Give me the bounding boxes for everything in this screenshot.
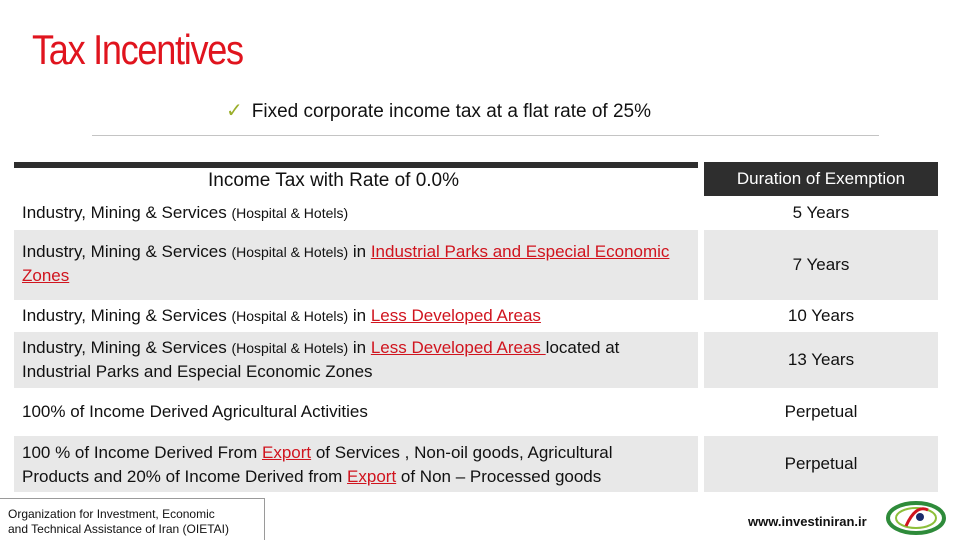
header-right-cell	[698, 162, 938, 196]
row-description	[14, 196, 698, 230]
divider	[92, 135, 879, 136]
row-text: located at	[545, 338, 620, 357]
table-row	[14, 230, 938, 300]
row-text: Industry, Mining & Services	[22, 203, 232, 222]
row-description	[14, 230, 698, 300]
duration-value: Perpetual	[784, 402, 858, 421]
oietai-logo-icon	[884, 498, 948, 538]
header-right-label: Duration of Exemption	[736, 169, 906, 188]
footer	[0, 494, 960, 540]
row-text: of Services , Non-oil goods, Agricultural	[311, 443, 613, 462]
checkmark-icon: ✓	[226, 100, 243, 122]
row-duration	[698, 196, 938, 230]
website-url: www.investiniran.ir	[748, 514, 867, 529]
highlight-link: Industrial Parks and Especial Economic Zones	[22, 242, 670, 285]
row-duration	[698, 300, 938, 332]
table-row	[14, 196, 938, 230]
highlight-link: Export	[347, 467, 397, 486]
row-text: Industry, Mining & Services	[22, 338, 232, 357]
row-text: 100 % of Income Derived From	[22, 443, 262, 462]
row-text-small: (Hospital & Hotels)	[231, 244, 349, 260]
row-duration	[698, 332, 938, 388]
highlight-link: Export	[261, 443, 312, 462]
bullet-text: Fixed corporate income tax at a flat rate of 25%	[251, 101, 651, 122]
row-text-small: (Hospital & Hotels)	[231, 205, 349, 221]
duration-value: 13 Years	[787, 350, 855, 369]
header-left-cell	[14, 162, 698, 196]
row-description	[14, 300, 698, 332]
row-description	[14, 436, 698, 492]
organization-box	[0, 498, 265, 540]
row-text-line2: Industrial Parks and Especial Economic Zones	[22, 362, 373, 381]
row-duration	[698, 388, 938, 436]
duration-value: 7 Years	[792, 255, 850, 274]
row-description	[14, 332, 698, 388]
highlight-link: Less Developed Areas	[370, 306, 541, 325]
row-text: in	[348, 306, 371, 325]
row-text: 100% of Income Derived Agricultural Activities	[22, 402, 368, 421]
table-row	[14, 436, 938, 492]
highlight-link: Less Developed Areas	[370, 338, 546, 357]
row-duration	[698, 436, 938, 492]
row-description	[14, 388, 698, 436]
organization-line-2: and Technical Assistance of Iran (OIETAI)	[8, 522, 229, 536]
row-duration	[698, 230, 938, 300]
table-row	[14, 300, 938, 332]
row-text: Products and 20% of Income Derived from	[22, 467, 348, 486]
row-text-small: (Hospital & Hotels)	[231, 340, 349, 356]
duration-value: 10 Years	[787, 306, 855, 325]
duration-value: 5 Years	[792, 203, 850, 222]
table-row	[14, 388, 938, 436]
bullet-point	[226, 98, 651, 123]
row-text: of Non – Processed goods	[396, 467, 602, 486]
table-row	[14, 332, 938, 388]
row-text: in	[348, 242, 371, 261]
row-text: Industry, Mining & Services	[22, 306, 232, 325]
row-text-small: (Hospital & Hotels)	[231, 308, 349, 324]
row-text: in	[348, 338, 371, 357]
organization-line-1: Organization for Investment, Economic	[8, 507, 215, 521]
duration-value: Perpetual	[784, 454, 858, 473]
row-text: Industry, Mining & Services	[22, 242, 232, 261]
table-header	[14, 162, 938, 196]
page-title: Tax Incentives	[32, 26, 243, 73]
header-left-label: Income Tax with Rate of 0.0%	[208, 170, 459, 191]
